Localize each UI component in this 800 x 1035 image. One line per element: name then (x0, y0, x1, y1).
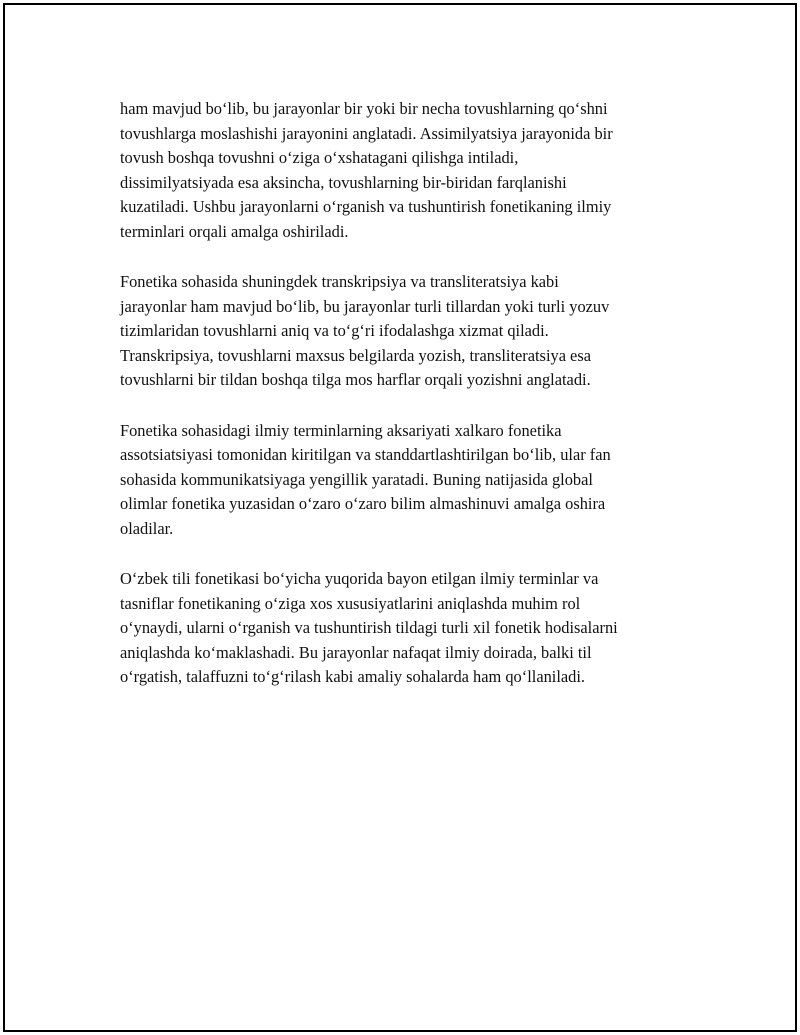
paragraph-1: ham mavjud bo‘lib, bu jarayonlar bir yoki bir necha tovushlarning qo‘shni tovushlarga moslashishi jarayonini anglatadi. Assimilyatsiya jarayonida bir tovush boshqa tovushni o‘ziga o‘xshatagani qilishga intiladi, dissimilyatsiyada esa aksincha, tovushlarning bir-biridan farqlanishi kuzatiladi. Ushbu jarayonlarni o‘rganish va tushuntirish fonetikaning ilmiy terminlari orqali amalga oshiriladi. (120, 99, 613, 241)
paragraph-4: O‘zbek tili fonetikasi bo‘yicha yuqorida bayon etilgan ilmiy terminlar va tasniflar fonetikaning o‘ziga xos xususiyatlarini aniqlashda muhim rol o‘ynaydi, ularni o‘rganish va tushuntirish tildagi turli xil fonetik hodisalarni aniqlashda ko‘maklashadi. Bu jarayonlar nafaqat ilmiy doirada, balki til o‘rgatish, talaffuzni to‘g‘rilash kabi amaliy sohalarda ham qo‘llaniladi. (120, 569, 618, 686)
paragraph-3: Fonetika sohasidagi ilmiy terminlarning aksariyati xalkaro fonetika assotsiatsiyasi tomonidan kiritilgan va standdartlashtirilgan bo‘lib, ular fan sohasida kommunikatsiyaga yengillik yaratadi. Buning natijasida global olimlar fonetika yuzasidan o‘zaro o‘zaro bilim almashinuvi amalga oshira oladilar. (120, 420, 611, 538)
paragraph-2: Fonetika sohasida shuningdek transkripsiya va transliteratsiya kabi jarayonlar ham mavjud bo‘lib, bu jarayonlar turli tillardan yoki turli yozuv tizimlaridan tovushlarni aniq va to‘g‘ri ifodalashga xizmat qiladi. Transkripsiya, tovushlarni maxsus belgilarda yozish, transliteratsiya esa tovushlarni bir tildan boshqa tilga mos harflar orqali yozishni anglatadi. (120, 272, 610, 389)
document-body (120, 97, 710, 716)
document-page (3, 3, 797, 1032)
